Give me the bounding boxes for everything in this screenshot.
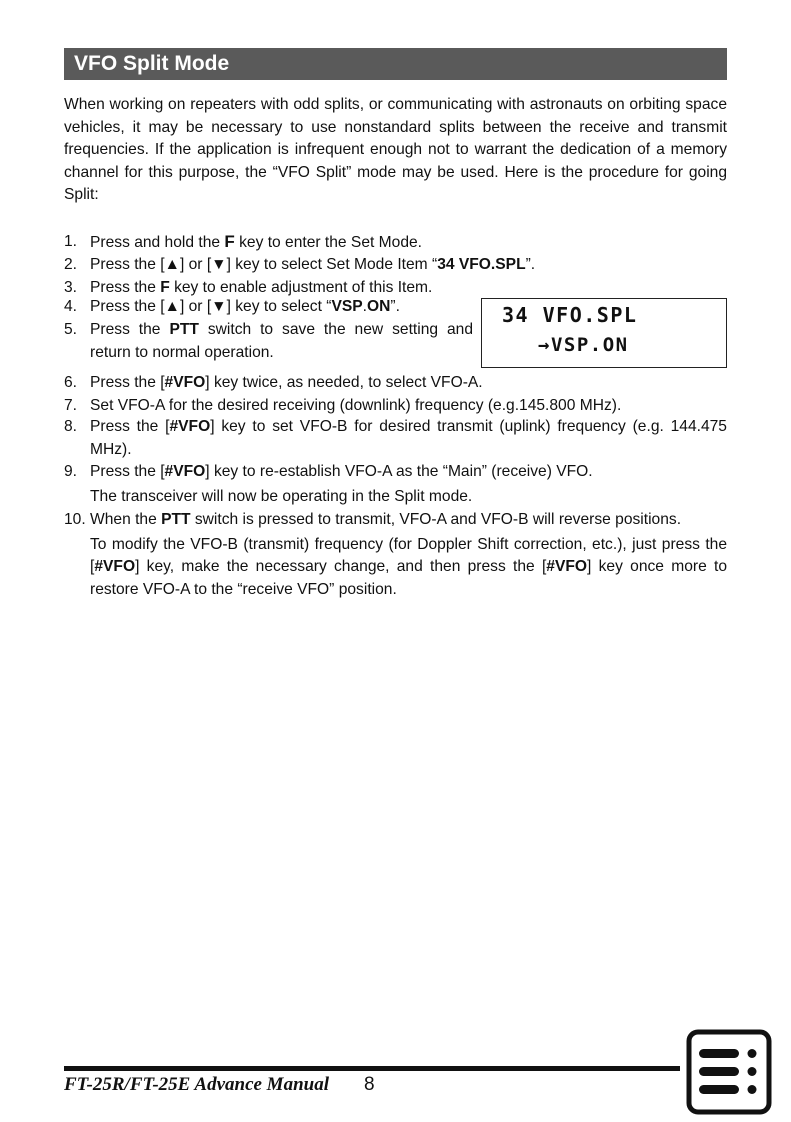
lcd-line-1: 34 VFO.SPL <box>502 303 638 327</box>
step-9: 9. Press the [#VFO] key to re-establish VFO-A as the “Main” (receive) VFO. The transceiver will now be operating in the Split mode. <box>64 461 727 508</box>
step-number: 7. <box>64 397 78 414</box>
footer-divider <box>64 1066 680 1071</box>
key-vfo: #VFO <box>546 558 588 576</box>
setting-value: ON <box>367 298 391 315</box>
step-number: 8. <box>64 418 78 435</box>
step-4: 4. Press the [▲] or [▼] key to select “VSP.ON”. <box>64 296 727 319</box>
step-10-note: To modify the VFO-B (transmit) frequency (for Doppler Shift correction, etc.), just press the [#VFO] key, make the necessary change, and then press the [#VFO] key once more to restore VFO-A to the “receive VFO” position. <box>90 535 727 598</box>
step-number: 1. <box>64 233 78 250</box>
step-number: 2. <box>64 256 78 273</box>
lcd-display <box>481 298 727 368</box>
step-9-note: The transceiver will now be operating in the Split mode. <box>90 487 473 505</box>
step-6: 6. Press the [#VFO] key twice, as needed, to select VFO-A. <box>64 372 727 395</box>
set-mode-item: 34 VFO.SPL <box>437 256 526 273</box>
step-number: 6. <box>64 374 78 391</box>
key-vfo: #VFO <box>164 374 206 391</box>
step-8: 8. Press the [#VFO] key to set VFO-B for desired transmit (uplink) frequency (e.g. 144.475 MHz). <box>64 418 727 458</box>
step-number: 3. <box>64 279 78 296</box>
key-ptt: PTT <box>161 511 191 528</box>
step-number: 9. <box>64 463 78 480</box>
step-5: 5. Press the PTT switch to save the new setting and return to normal operation. <box>64 321 474 361</box>
key-vfo: #VFO <box>164 463 206 480</box>
page-number: 8 <box>364 1074 375 1095</box>
key-f: F <box>224 232 235 251</box>
step-10: 10. When the PTT switch is pressed to transmit, VFO-A and VFO-B will reverse positions. To modify the VFO-B (transmit) frequency (for Doppler Shift correction, etc.), just press the [#VFO] key, make the necessary change, and then press the [#VFO] key once more to restore VFO-A to the “receive VFO” position. <box>64 509 727 601</box>
menu-icon[interactable] <box>686 1029 772 1115</box>
step-1: 1. Press and hold the F key to enter the Set Mode. <box>64 231 727 255</box>
intro-paragraph: When working on repeaters with odd splits, or communicating with astronauts on orbiting space vehicles, it may be necessary to use nonstandard splits between the receive and transmit frequencies. If the application is infrequent enough not to warrant the dedication of a memory channel for this purpose, the “VFO Split” mode may be used. Here is the procedure for going Split: <box>64 96 727 204</box>
step-number: 5. <box>64 321 78 338</box>
step-number: 10. <box>64 511 86 528</box>
section-title: VFO Split Mode <box>64 48 727 80</box>
key-vfo: #VFO <box>169 418 211 435</box>
key-ptt: PTT <box>169 321 199 338</box>
step-2: 2. Press the [▲] or [▼] key to select Set Mode Item “34 VFO.SPL”. <box>64 254 727 277</box>
step-number: 4. <box>64 298 78 315</box>
lcd-line-2: →VSP.ON <box>538 334 629 356</box>
setting-value: VSP <box>331 298 363 315</box>
step-7: 7. Set VFO-A for the desired receiving (downlink) frequency (e.g.145.800 MHz). <box>64 395 727 418</box>
key-f: F <box>160 279 170 296</box>
step-3: 3. Press the F key to enable adjustment of this Item. <box>64 277 727 300</box>
footer-title: FT-25R/FT-25E Advance Manual <box>64 1074 329 1095</box>
key-vfo: #VFO <box>94 558 136 576</box>
